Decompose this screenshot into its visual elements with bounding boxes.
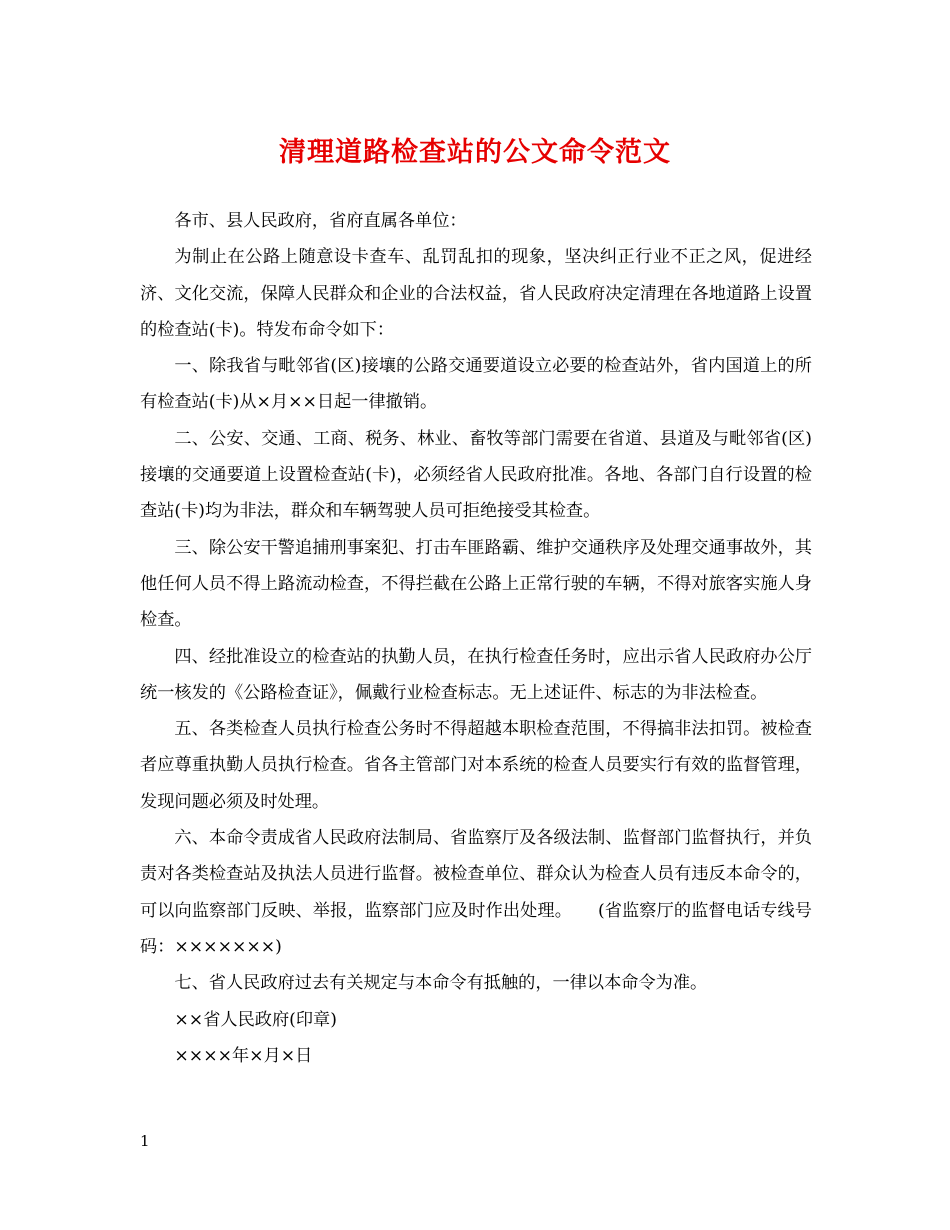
document-title: 清理道路检查站的公文命令范文 xyxy=(279,137,671,168)
salutation: 各市、县人民政府，省府直属各单位： xyxy=(174,211,467,231)
issue-date: ××××年×月×日 xyxy=(174,1045,313,1066)
article-3: 三、除公安干警追捕刑事案犯、打击车匪路霸、维护交通秩序及处理交通事故外，其他任何人员不得上路流动检查，不得拦截在公路上正常行驶的车辆，不得对旅客实施人身检查。 xyxy=(140,537,812,631)
page-number: 1 xyxy=(140,1132,150,1150)
article-2: 二、公安、交通、工商、税务、林业、畜牧等部门需要在省道、县道及与毗邻省(区)接壤的交通要道上设置检查站(卡)，必须经省人民政府批准。各地、各部门自行设置的检查站(卡)均为非法，群众和车辆驾驶人员可拒绝接受其检查。 xyxy=(140,428,812,522)
document-body xyxy=(140,203,812,1074)
article-4: 四、经批准设立的检查站的执勤人员，在执行检查任务时，应出示省人民政府办公厅统一核发的《公路检查证》，佩戴行业检查标志。无上述证件、标志的为非法检查。 xyxy=(140,646,812,703)
issuer-signature: ××省人民政府(印章) xyxy=(174,1009,337,1030)
article-5: 五、各类检查人员执行检查公务时不得超越本职检查范围，不得搞非法扣罚。被检查者应尊重执勤人员执行检查。省各主管部门对本系统的检查人员要实行有效的监督管理，发现问题必须及时处理。 xyxy=(140,719,812,812)
article-6: 六、本命令责成省人民政府法制局、省监察厅及各级法制、监督部门监督执行，并负责对各类检查站及执法人员进行监督。被检查单位、群众认为检查人员有违反本命令的，可以向监察部门反映、举报，监察部门应及时作出处理。 (省监察厅的监督电话专线号码：×××××××) xyxy=(140,828,812,957)
intro-paragraph: 为制止在公路上随意设卡查车、乱罚乱扣的现象，坚决纠正行业不正之风，促进经济、文化交流，保障人民群众和企业的合法权益，省人民政府决定清理在各地道路上设置的检查站(卡)。特发布命令如下： xyxy=(140,247,812,340)
article-1: 一、除我省与毗邻省(区)接壤的公路交通要道设立必要的检查站外，省内国道上的所有检查站(卡)从×月××日起一律撤销。 xyxy=(140,356,812,413)
article-7: 七、省人民政府过去有关规定与本命令有抵触的，一律以本命令为准。 xyxy=(174,973,708,994)
